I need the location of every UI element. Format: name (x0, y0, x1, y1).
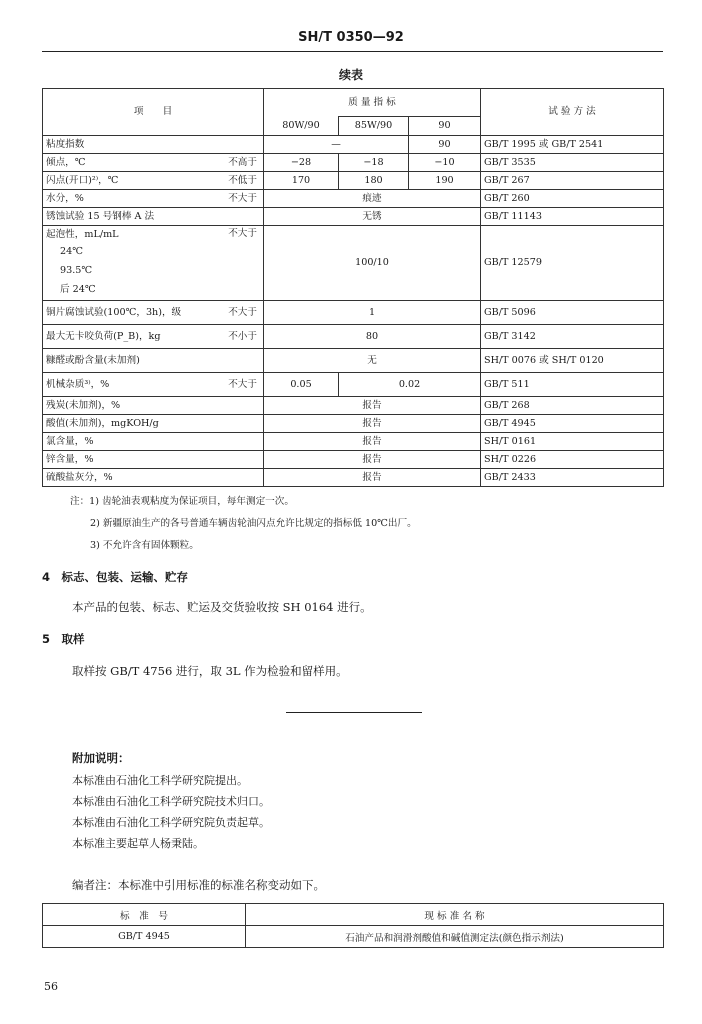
table-row (43, 301, 664, 325)
value-cell: 90 (409, 136, 481, 154)
item-cell: 起泡性，mL/mL (46, 229, 119, 240)
grade-header: 85W/90 (339, 117, 409, 136)
method-cell: GB/T 4945 (481, 415, 664, 433)
value-cell: — (264, 136, 409, 154)
section-4-text: 本产品的包装、标志、贮运及交货验收按 SH 0164 进行。 (72, 600, 372, 614)
method-cell: GB/T 1995 或 GB/T 2541 (481, 136, 664, 154)
table-row (43, 325, 664, 349)
value-cell: 报告 (264, 415, 481, 433)
method-cell: GB/T 11143 (481, 208, 664, 226)
foam-temp: 后 24℃ (60, 284, 96, 295)
value-cell: 报告 (264, 433, 481, 451)
value-cell: 0.05 (264, 373, 339, 397)
editor-note: 编者注：本标准中引用标准的标准名称变动如下。 (72, 878, 325, 892)
limit-cell: 不大于 (215, 373, 264, 397)
method-cell: GB/T 3535 (481, 154, 664, 172)
item-cell: 水分，% (43, 190, 215, 208)
item-cell: 锌含量，% (43, 451, 264, 469)
item-cell: 机械杂质³⁾，% (43, 373, 215, 397)
col-header-method: 试 验 方 法 (481, 89, 664, 136)
additional-notes (72, 770, 270, 854)
table-row (43, 172, 664, 190)
table-row (43, 226, 664, 301)
item-cell: 铜片腐蚀试验(100℃，3h)，级 (43, 301, 215, 325)
method-cell: GB/T 3142 (481, 325, 664, 349)
table-notes (70, 491, 417, 557)
additional-line: 本标准由石油化工科学研究院负责起草。 (72, 816, 270, 829)
item-cell: 最大无卡咬负荷(P_B)，kg (43, 325, 215, 349)
method-cell: GB/T 2433 (481, 469, 664, 487)
limit-cell: 不小于 (215, 325, 264, 349)
value-cell: 180 (339, 172, 409, 190)
table-row (43, 136, 664, 154)
value-cell: 100/10 (264, 226, 481, 301)
item-cell: 酸值(未加剂)，mgKOH/g (43, 415, 264, 433)
ref-header: 现 标 准 名 称 (246, 904, 664, 926)
note-line: 2) 新疆原油生产的各号普通车辆齿轮油闪点允许比规定的指标低 10℃出厂。 (90, 518, 417, 529)
note-line: 3) 不允许含有固体颗粒。 (90, 540, 199, 551)
value-cell: −18 (339, 154, 409, 172)
item-cell: 糠醛或酚含量(未加剂) (43, 349, 264, 373)
method-cell: SH/T 0161 (481, 433, 664, 451)
limit-cell: 不大于 (215, 226, 264, 301)
method-cell: GB/T 12579 (481, 226, 664, 301)
table-row (43, 397, 664, 415)
value-cell: 190 (409, 172, 481, 190)
table-row (43, 208, 664, 226)
item-cell: 闪点(开口)²⁾，℃ (43, 172, 215, 190)
item-cell: 硫酸盐灰分，% (43, 469, 264, 487)
end-rule (286, 712, 422, 713)
table-row (43, 433, 664, 451)
grade-header: 90 (409, 117, 481, 136)
ref-header: 标 准 号 (43, 904, 246, 926)
limit-cell (215, 136, 264, 154)
table-row (43, 349, 664, 373)
table-caption: 续表 (338, 68, 363, 82)
header-rule (42, 51, 663, 52)
standard-header: SH/T 0350—92 (298, 30, 404, 45)
table-row (43, 415, 664, 433)
ref-name: 石油产品和润滑剂酸值和碱值测定法(颜色指示剂法) (246, 926, 664, 948)
value-cell: 1 (264, 301, 481, 325)
item-cell: 倾点，℃ (43, 154, 215, 172)
reference-table (42, 903, 664, 948)
table-row (43, 154, 664, 172)
method-cell: SH/T 0076 或 SH/T 0120 (481, 349, 664, 373)
additional-line: 本标准由石油化工科学研究院提出。 (72, 774, 248, 787)
col-header-quality: 质 量 指 标 (264, 89, 481, 117)
limit-cell: 不大于 (215, 301, 264, 325)
value-cell: 0.02 (339, 373, 481, 397)
additional-line: 本标准由石油化工科学研究院技术归口。 (72, 795, 270, 808)
value-cell: 无锈 (264, 208, 481, 226)
value-cell: −10 (409, 154, 481, 172)
item-cell: 残炭(未加剂)，% (43, 397, 264, 415)
value-cell: 80 (264, 325, 481, 349)
value-cell: 170 (264, 172, 339, 190)
method-cell: GB/T 268 (481, 397, 664, 415)
method-cell: SH/T 0226 (481, 451, 664, 469)
method-cell: GB/T 5096 (481, 301, 664, 325)
value-cell: 报告 (264, 451, 481, 469)
value-cell: 痕迹 (264, 190, 481, 208)
section-4-title: 4 标志、包装、运输、贮存 (42, 570, 189, 584)
additional-notes-title: 附加说明： (72, 751, 130, 765)
item-cell: 锈蚀试验 15 号钢棒 A 法 (43, 208, 264, 226)
value-cell: −28 (264, 154, 339, 172)
value-cell: 报告 (264, 397, 481, 415)
additional-line: 本标准主要起草人杨秉陆。 (72, 837, 204, 850)
limit-cell: 不低于 (215, 172, 264, 190)
col-header-item: 项 目 (43, 89, 264, 136)
table-row (43, 190, 664, 208)
method-cell: GB/T 511 (481, 373, 664, 397)
value-cell: 无 (264, 349, 481, 373)
section-5-text: 取样按 GB/T 4756 进行，取 3L 作为检验和留样用。 (72, 664, 348, 678)
table-row (43, 926, 664, 948)
method-cell: GB/T 260 (481, 190, 664, 208)
table-row (43, 373, 664, 397)
method-cell: GB/T 267 (481, 172, 664, 190)
grade-header: 80W/90 (264, 117, 339, 136)
item-cell: 粘度指数 (43, 136, 215, 154)
note-line: 注：1) 齿轮油表观粘度为保证项目，每年测定一次。 (70, 496, 294, 507)
section-5-title: 5 取样 (42, 632, 85, 646)
spec-table (42, 88, 664, 487)
foam-temp: 93.5℃ (60, 265, 93, 276)
page-number: 56 (44, 980, 58, 993)
foam-temp: 24℃ (60, 246, 83, 257)
ref-code: GB/T 4945 (43, 926, 246, 948)
table-row (43, 469, 664, 487)
limit-cell: 不高于 (215, 154, 264, 172)
value-cell: 报告 (264, 469, 481, 487)
limit-cell: 不大于 (215, 190, 264, 208)
table-row (43, 451, 664, 469)
item-cell: 氯含量，% (43, 433, 264, 451)
